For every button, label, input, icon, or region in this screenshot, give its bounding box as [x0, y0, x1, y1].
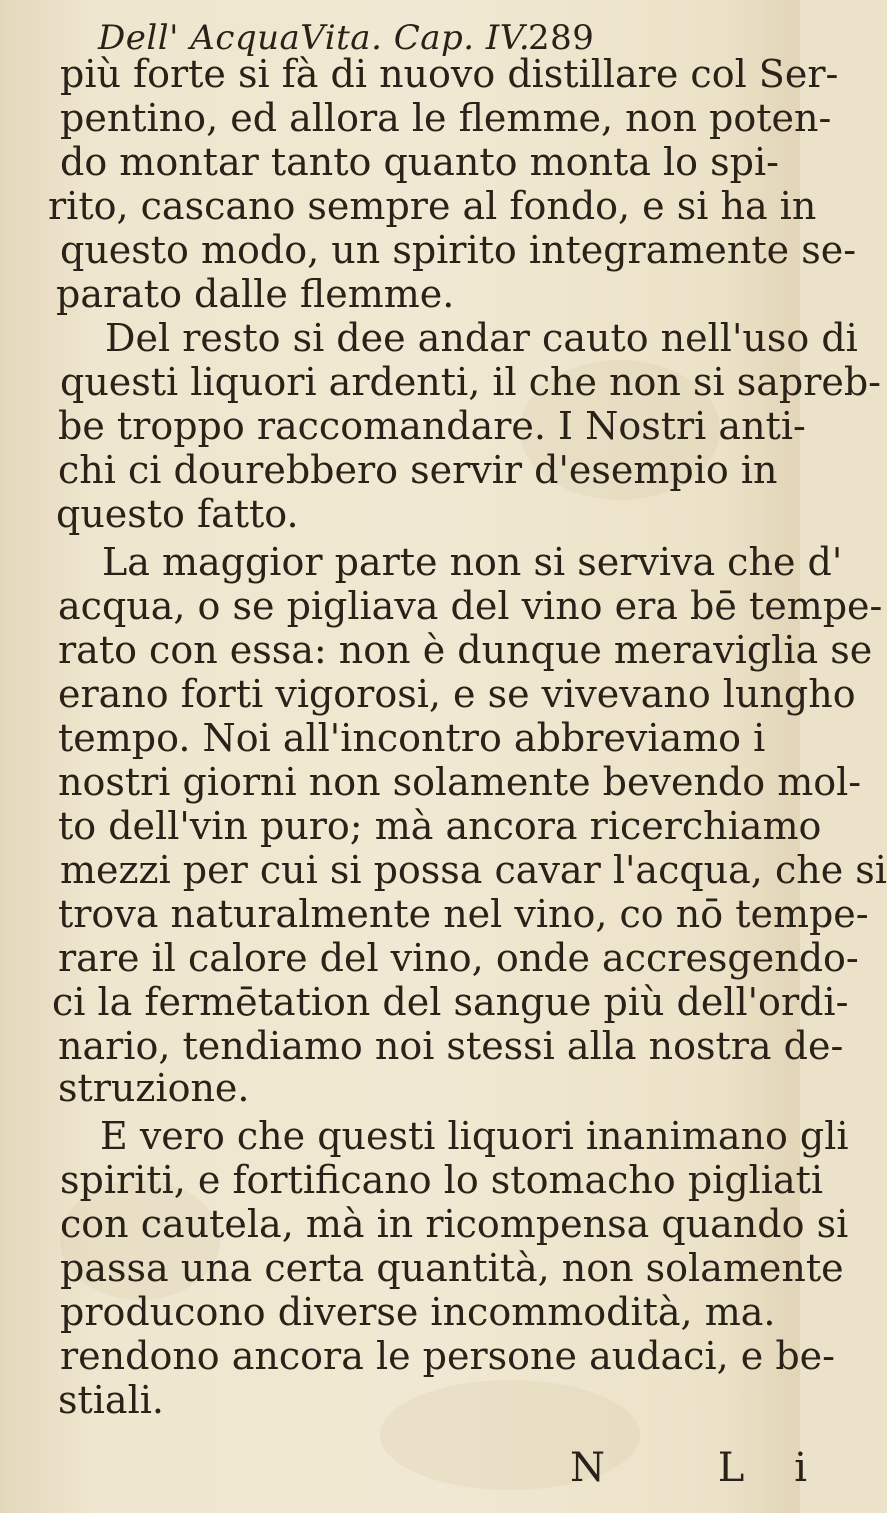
text-line: E vero che questi liquori inanimano gli	[100, 1114, 849, 1158]
text-line: ci la fermētation del sangue più dell'ordi-	[52, 980, 849, 1024]
text-line: nostri giorni non solamente bevendo mol-	[58, 760, 862, 804]
text-line: nario, tendiamo noi stessi alla nostra de-	[58, 1024, 844, 1068]
text-line: rato con essa: non è dunque meraviglia se	[58, 628, 873, 672]
text-line: producono diverse incommodità, ma.	[60, 1290, 776, 1334]
text-line: La maggior parte non si serviva che d'	[102, 540, 843, 584]
text-line: Del resto si dee andar cauto nell'uso di	[105, 316, 858, 360]
text-line: trova naturalmente nel vino, co nō tempe-	[58, 892, 869, 936]
text-line: spiriti, e fortificano lo stomacho pigliati	[60, 1158, 824, 1202]
running-title: Dell' AcquaVita. Cap. IV.	[98, 18, 531, 58]
text-line: stiali.	[58, 1378, 164, 1422]
text-line: erano forti vigorosi, e se vivevano lungho	[58, 672, 856, 716]
text-line: passa una certa quantità, non solamente	[60, 1246, 844, 1290]
page-number: 289	[528, 18, 595, 58]
text-line: pentino, ed allora le flemme, non poten-	[60, 96, 832, 140]
text-line: più forte si fà di nuovo distillare col Ser-	[60, 52, 839, 96]
text-line: questo modo, un spirito integramente se-	[60, 228, 857, 272]
text-line: chi ci dourebbero servir d'esempio in	[58, 448, 778, 492]
text-line: struzione.	[58, 1066, 250, 1110]
text-line: to dell'vin puro; mà ancora ricerchiamo	[58, 804, 822, 848]
text-line: rito, cascano sempre al fondo, e si ha in	[48, 184, 817, 228]
text-line: parato dalle flemme.	[56, 272, 455, 316]
text-line: rendono ancora le persone audaci, e be-	[60, 1334, 835, 1378]
text-line: do montar tanto quanto monta lo spi-	[60, 140, 779, 184]
text-line: acqua, o se pigliava del vino era bē tempe-	[58, 584, 883, 628]
text-line: questo fatto.	[56, 492, 299, 536]
text-line: questi liquori ardenti, il che non si sapreb-	[60, 360, 882, 404]
text-line: con cautela, mà in ricompensa quando si	[60, 1202, 849, 1246]
catchword: N Li	[570, 1445, 858, 1491]
text-line: be troppo raccomandare. I Nostri anti-	[58, 404, 806, 448]
text-line: rare il calore del vino, onde accresgendo-	[58, 936, 859, 980]
text-line: mezzi per cui si possa cavar l'acqua, che si	[60, 848, 887, 892]
text-line: tempo. Noi all'incontro abbreviamo i	[58, 716, 766, 760]
